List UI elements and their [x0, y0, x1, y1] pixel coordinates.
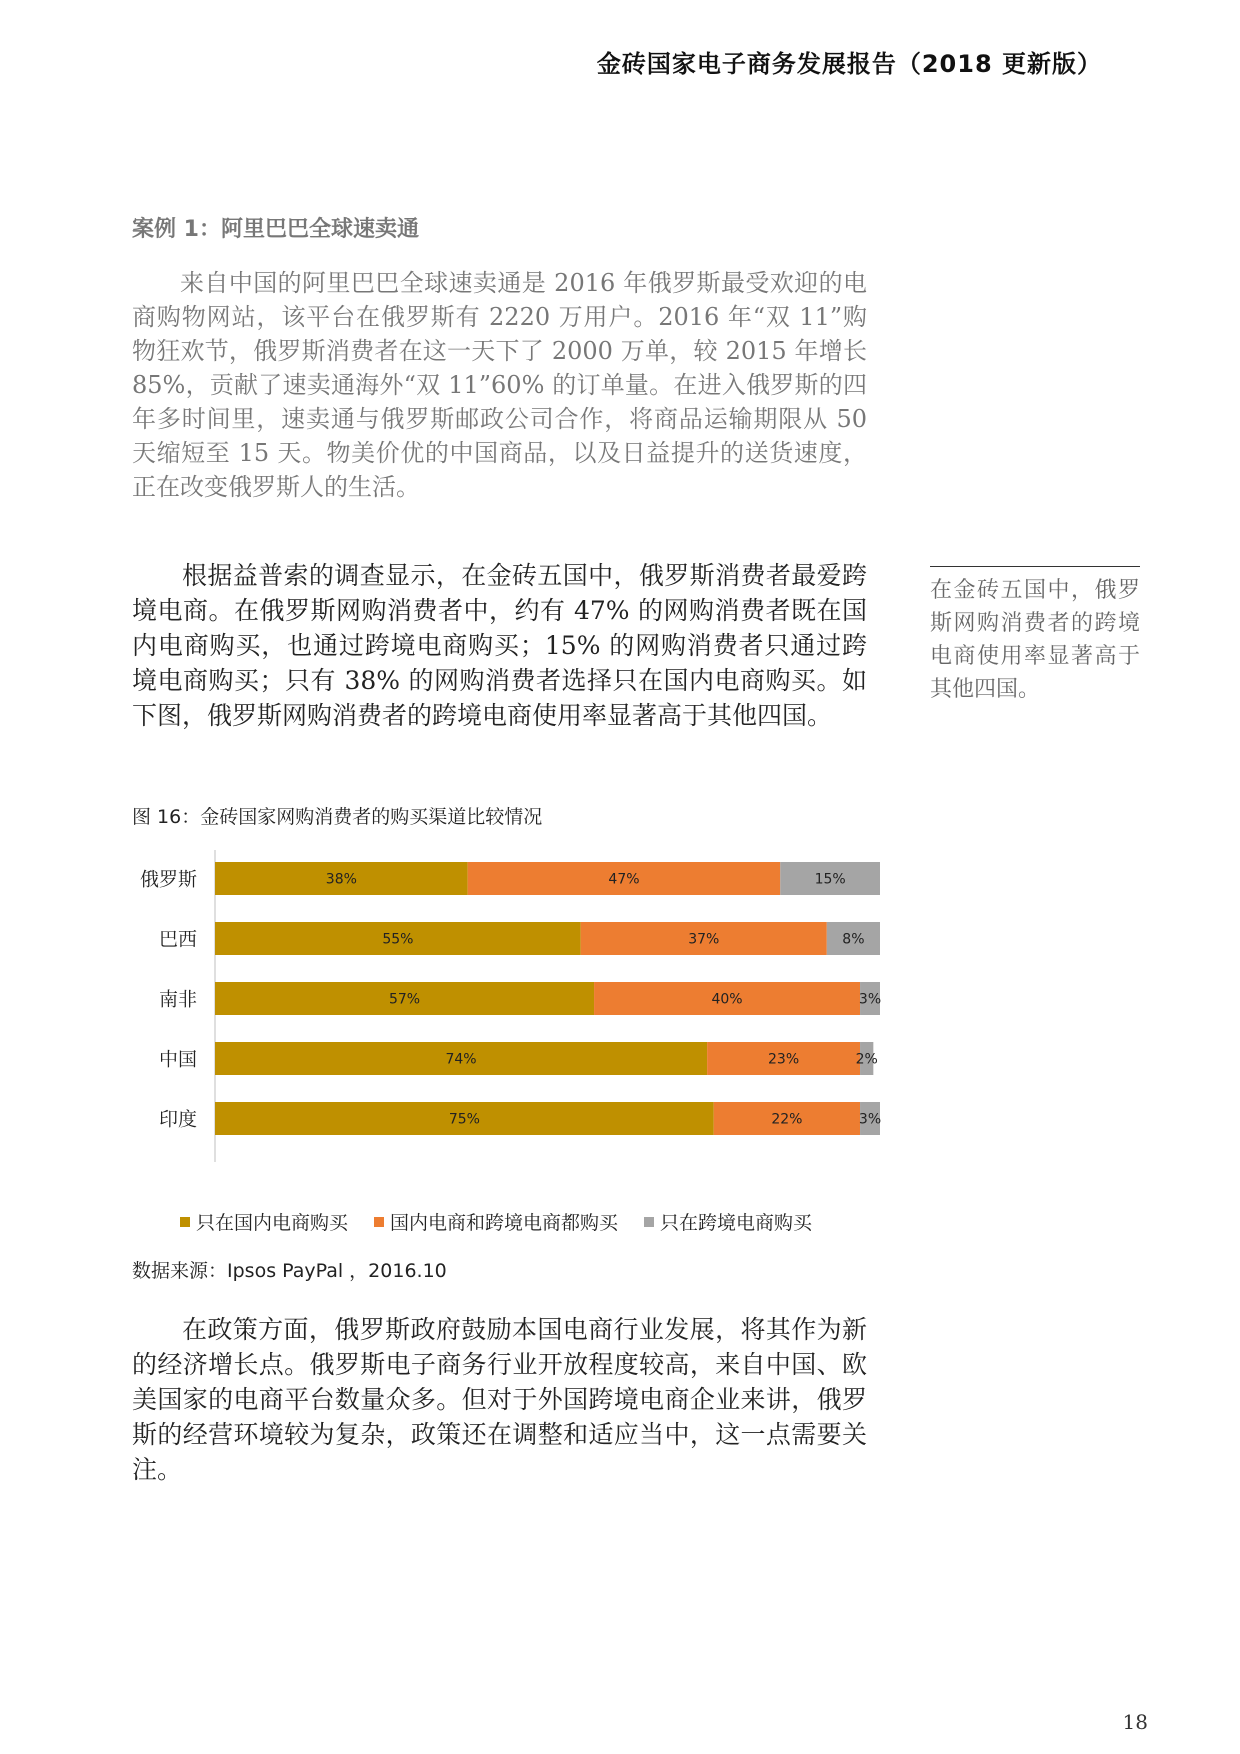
case-title: 案例 1：阿里巴巴全球速卖通 — [132, 217, 419, 242]
legend-swatch — [644, 1217, 654, 1227]
figure-caption: 图 16：金砖国家网购消费者的购买渠道比较情况 — [132, 806, 543, 828]
data-label: 47% — [608, 871, 640, 888]
legend-swatch — [374, 1217, 384, 1227]
page-number: 18 — [1122, 1710, 1148, 1734]
data-label: 40% — [711, 991, 743, 1008]
sidenote: 在金砖五国中，俄罗斯网购消费者的跨境电商使用率显著高于其他四国。 — [930, 578, 1140, 702]
legend-swatch — [180, 1217, 190, 1227]
legend-label: 国内电商和跨境电商都购买 — [390, 1212, 619, 1234]
data-label: 8% — [842, 931, 865, 948]
category-label: 巴西 — [158, 928, 197, 951]
legend-label: 只在国内电商购买 — [196, 1212, 349, 1234]
data-label: 74% — [445, 1051, 477, 1068]
main-paragraph: 根据益普索的调查显示，在金砖五国中，俄罗斯消费者最爱跨境电商。在俄罗斯网购消费者中，约有 47% 的网购消费者既在国内电商购买，也通过跨境电商购买；15% 的网购消费者只通过跨境电商购买；只有 38% 的网购消费者选择只在国内电商购买。如下图，俄罗斯网购消费者的跨境电商使用率显著高于其他四国。 — [132, 561, 867, 730]
data-label: 3% — [858, 1111, 882, 1128]
legend-item-2 — [374, 1208, 618, 1235]
data-label: 57% — [388, 991, 421, 1008]
sidenote-rule — [930, 566, 1140, 567]
data-label: 23% — [768, 1051, 800, 1068]
chart-legend — [180, 1208, 812, 1235]
category-label: 南非 — [158, 988, 197, 1011]
policy-paragraph: 在政策方面，俄罗斯政府鼓励本国电商行业发展，将其作为新的经济增长点。俄罗斯电子商务行业开放程度较高，来自中国、欧美国家的电商平台数量众多。但对于外国跨境电商企业来讲，俄罗斯的经营环境较为复杂，政策还在调整和适应当中，这一点需要关注。 — [132, 1315, 867, 1484]
page-header-title: 金砖国家电子商务发展报告（2018 更新版） — [596, 50, 1102, 78]
category-label: 俄罗斯 — [139, 868, 197, 891]
legend-item-3 — [644, 1208, 812, 1235]
category-label: 中国 — [158, 1048, 197, 1071]
channel-comparison-chart — [120, 850, 900, 1200]
data-label: 38% — [325, 871, 357, 888]
category-label: 印度 — [158, 1108, 197, 1131]
data-label: 55% — [382, 931, 414, 948]
data-label: 15% — [814, 871, 846, 888]
data-label: 22% — [771, 1111, 803, 1128]
figure-source: 数据来源：Ipsos PayPal ，2016.10 — [132, 1260, 447, 1282]
data-label: 3% — [858, 991, 882, 1008]
case-body: 来自中国的阿里巴巴全球速卖通是 2016 年俄罗斯最受欢迎的电商购物网站，该平台在俄罗斯有 2220 万用户。2016 年“双 11”购物狂欢节，俄罗斯消费者在这一天下了 2000 万单，较 2015 年增长 85%，贡献了速卖通海外“双 11”60% 的订单量。在进入俄罗斯的四年多时间里，速卖通与俄罗斯邮政公司合作，将商品运输期限从 50 天缩短至 15 天。物美价优的中国商品，以及日益提升的送货速度，正在改变俄罗斯人的生活。 — [132, 269, 867, 501]
data-label: 75% — [448, 1111, 480, 1128]
data-label: 2% — [855, 1051, 878, 1068]
data-label: 37% — [688, 931, 720, 948]
legend-label: 只在跨境电商购买 — [660, 1212, 813, 1234]
legend-item-1 — [180, 1208, 348, 1235]
